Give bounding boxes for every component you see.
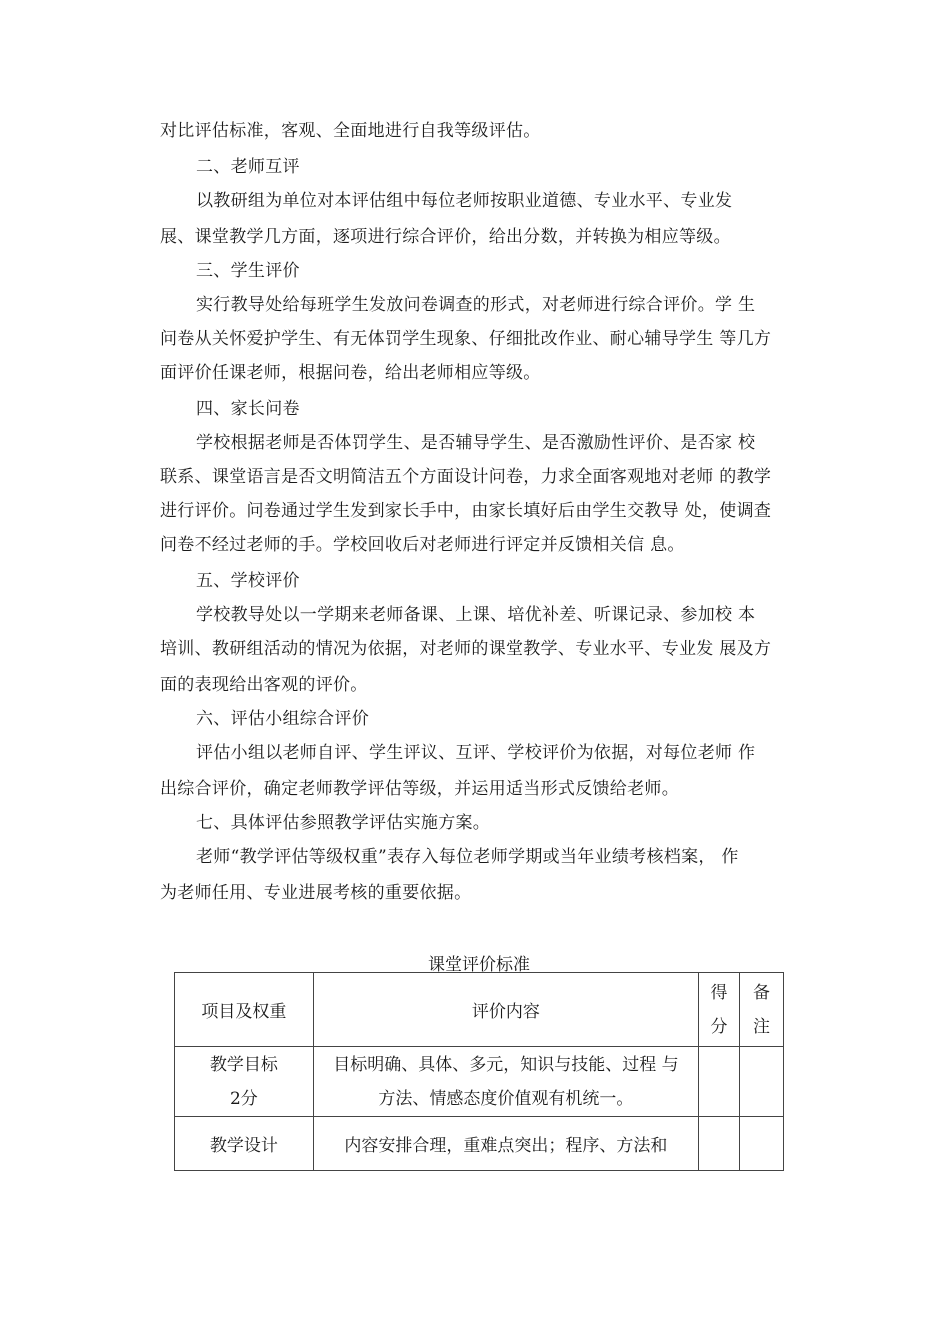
row-content-cell xyxy=(313,1047,698,1117)
table-header-row xyxy=(175,973,784,1047)
row-score-cell xyxy=(699,1047,740,1117)
header-content: 评价内容 xyxy=(313,973,698,1047)
header-score-line2: 分 xyxy=(710,1016,728,1037)
body-line: 评估小组以老师自评、学生评议、互评、学校评价为依据，对每位老师 作 xyxy=(196,743,756,763)
table-row xyxy=(175,1117,784,1171)
body-line: 面的表现给出客观的评价。 xyxy=(160,675,368,695)
body-line: 老师“教学评估等级权重”表存入每位老师学期或当年业绩考核档案， 作 xyxy=(196,847,739,867)
section-heading: 二、老师互评 xyxy=(196,157,300,177)
body-line: 面评价任课老师，根据问卷，给出老师相应等级。 xyxy=(160,363,541,383)
body-line: 进行评价。问卷通过学生发到家长手中，由家长填好后由学生交教导 处，使调查 xyxy=(160,501,772,521)
header-item-weight: 项目及权重 xyxy=(175,973,314,1047)
body-line: 联系、课堂语言是否文明简洁五个方面设计问卷，力求全面客观地对老师 的教学 xyxy=(160,467,772,487)
section-heading: 七、具体评估参照教学评估实施方案。 xyxy=(196,813,491,833)
section-heading: 六、评估小组综合评价 xyxy=(196,709,369,729)
table-row xyxy=(175,1047,784,1117)
body-line: 以教研组为单位对本评估组中每位老师按职业道德、专业水平、专业发 xyxy=(196,191,733,211)
body-line: 实行教导处给每班学生发放问卷调查的形式，对老师进行综合评价。学 生 xyxy=(196,295,756,315)
body-line: 问卷从关怀爱护学生、有无体罚学生现象、仔细批改作业、耐心辅导学生 等几方 xyxy=(160,329,772,349)
body-line: 对比评估标准，客观、全面地进行自我等级评估。 xyxy=(160,121,541,141)
row-content-line: 方法、情感态度价值观有机统一。 xyxy=(378,1088,634,1109)
section-heading: 三、学生评价 xyxy=(196,261,300,281)
header-note xyxy=(740,973,784,1047)
header-note-line1: 备 xyxy=(753,982,771,1003)
body-line: 问卷不经过老师的手。学校回收后对老师进行评定并反馈相关信 息。 xyxy=(160,535,685,555)
row-item-cell xyxy=(175,1047,314,1117)
section-heading: 四、家长问卷 xyxy=(196,399,300,419)
header-score-line1: 得 xyxy=(710,982,728,1003)
body-line: 展、课堂教学几方面，逐项进行综合评价，给出分数，并转换为相应等级。 xyxy=(160,227,731,247)
body-line: 培训、教研组活动的情况为依据，对老师的课堂教学、专业水平、专业发 展及方 xyxy=(160,639,772,659)
row-content-line: 目标明确、具体、多元，知识与技能、过程 与 xyxy=(333,1054,679,1075)
table-caption: 课堂评价标准 xyxy=(428,955,530,975)
row-note-cell xyxy=(740,1047,784,1117)
body-line: 为老师任用、专业进展考核的重要依据。 xyxy=(160,883,472,903)
row-content-line: 内容安排合理，重难点突出；程序、方法和 xyxy=(313,1117,698,1171)
body-line: 出综合评价，确定老师教学评估等级，并运用适当形式反馈给老师。 xyxy=(160,779,679,799)
row-item-name: 教学目标 xyxy=(209,1054,278,1075)
body-line: 学校教导处以一学期来老师备课、上课、培优补差、听课记录、参加校 本 xyxy=(196,605,756,625)
row-score-cell xyxy=(699,1117,740,1171)
body-line: 学校根据老师是否体罚学生、是否辅导学生、是否激励性评价、是否家 校 xyxy=(196,433,756,453)
row-item-name: 教学设计 xyxy=(175,1117,314,1171)
row-note-cell xyxy=(740,1117,784,1171)
header-score xyxy=(699,973,740,1047)
header-note-line2: 注 xyxy=(753,1016,771,1037)
evaluation-table xyxy=(174,972,784,1171)
section-heading: 五、学校评价 xyxy=(196,571,300,591)
row-item-weight: 2分 xyxy=(229,1088,258,1109)
